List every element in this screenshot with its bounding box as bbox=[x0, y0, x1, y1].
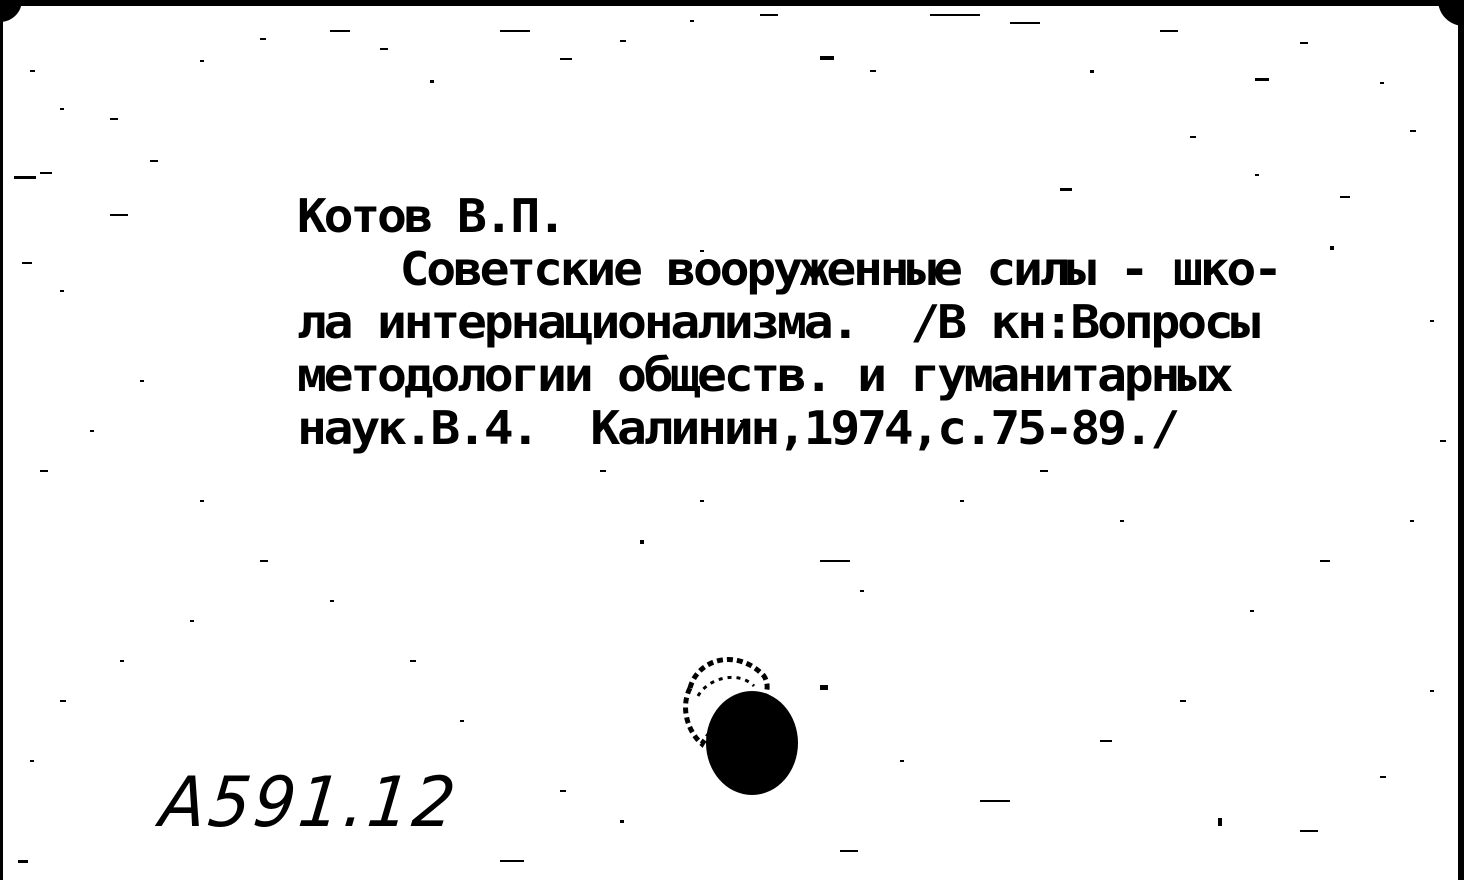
title-line: наук.В.4. Калинин,1974,с.75-89./ bbox=[297, 401, 1178, 455]
title-line: методологии обществ. и гуманитарных bbox=[297, 348, 1231, 402]
card-border-left bbox=[0, 0, 3, 880]
card-border-top bbox=[0, 0, 1464, 6]
author-name: Котов В.П. bbox=[297, 189, 564, 243]
shelfmark: A591.12 bbox=[156, 762, 463, 843]
punch-hole bbox=[668, 648, 808, 798]
bibliographic-entry bbox=[297, 190, 1464, 455]
title-line: Советские вооруженные силы - шко- bbox=[399, 242, 1280, 296]
card-border-right bbox=[1458, 0, 1464, 880]
title-line: ла интернационализма. /В кн:Вопросы bbox=[297, 295, 1258, 349]
